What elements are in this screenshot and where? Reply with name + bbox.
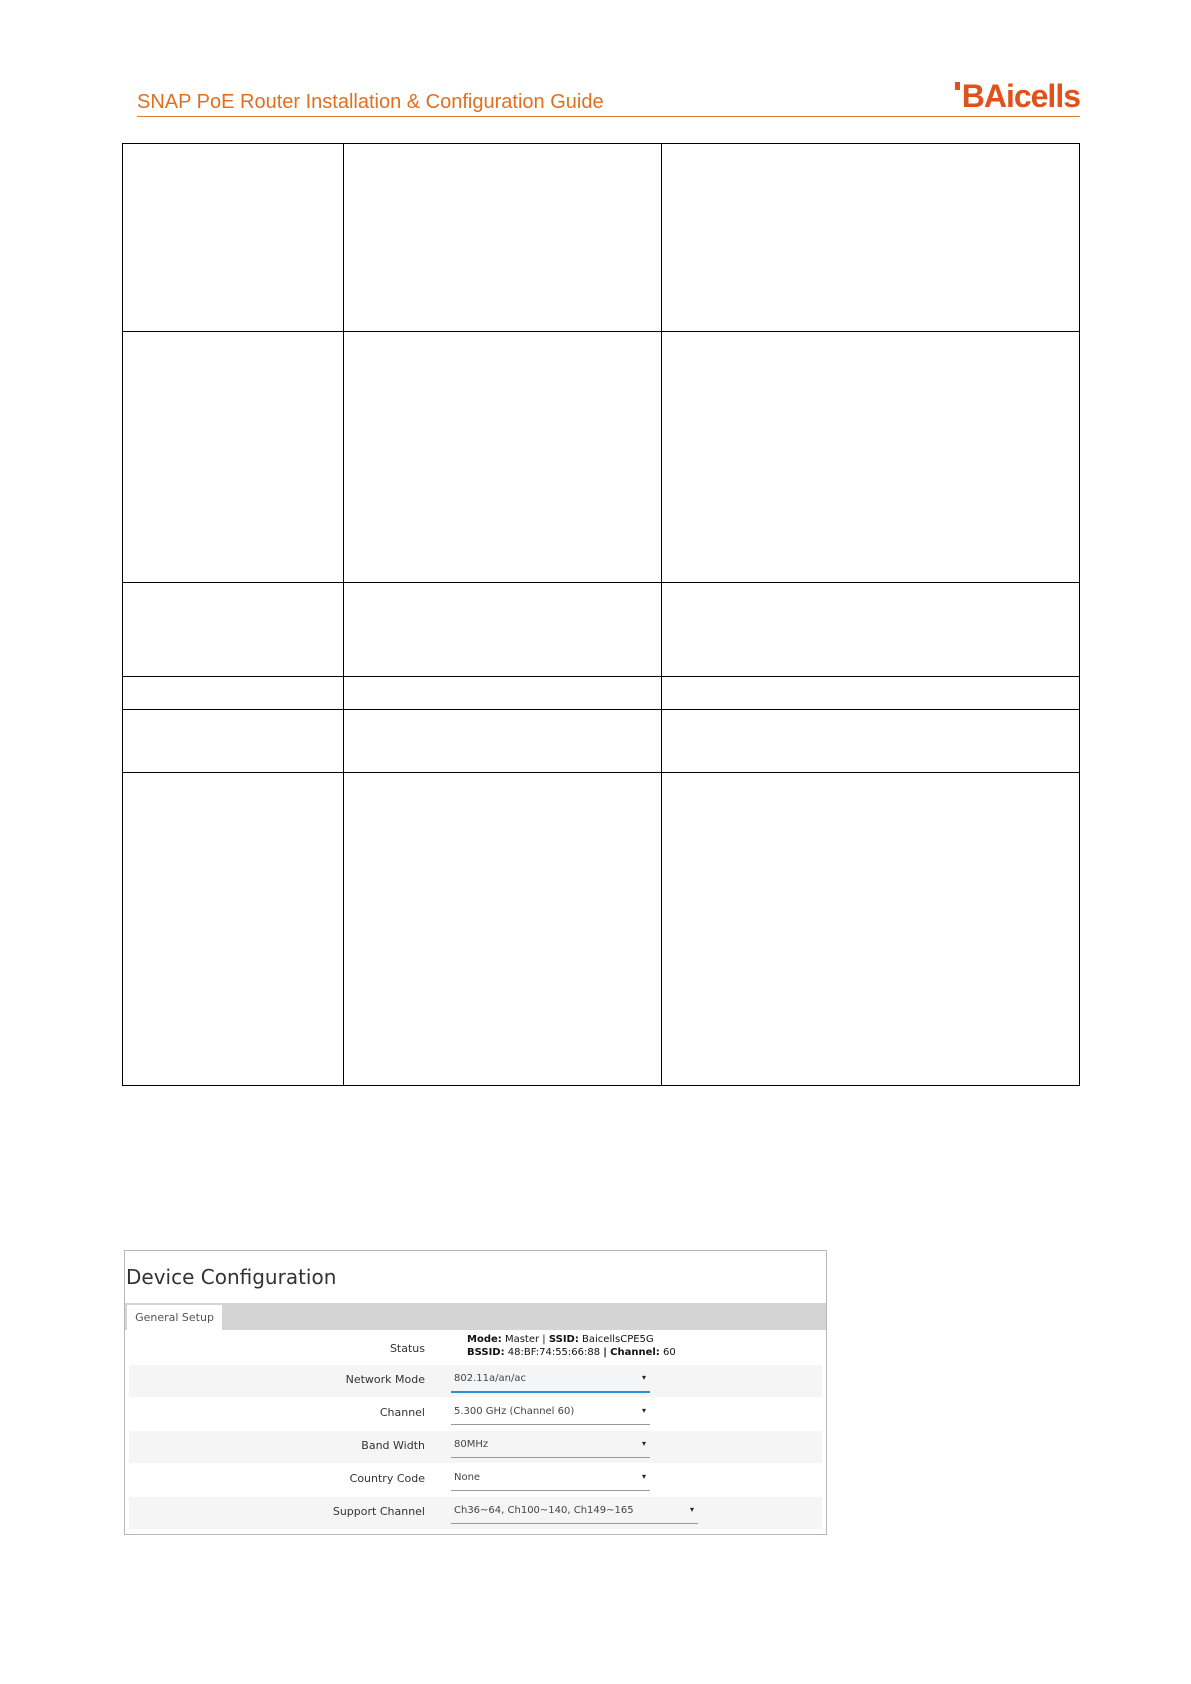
chevron-down-icon: ▾ xyxy=(641,1472,646,1481)
chevron-down-icon: ▾ xyxy=(641,1373,646,1382)
table-cell xyxy=(343,583,662,677)
page-header xyxy=(137,78,1080,117)
support-channel-row xyxy=(129,1497,822,1529)
select-value: Ch36~64, Ch100~140, Ch149~165 xyxy=(454,1505,634,1516)
table-row xyxy=(123,773,1080,1086)
tab-strip xyxy=(125,1303,826,1330)
table-cell xyxy=(662,710,1080,773)
mode-key: Mode: xyxy=(467,1334,502,1345)
select-value: 5.300 GHz (Channel 60) xyxy=(454,1406,575,1417)
country-code-row xyxy=(129,1464,822,1496)
ssid-value: BaicellsCPE5G xyxy=(582,1334,654,1345)
channel-select[interactable] xyxy=(451,1402,650,1425)
parameter-table xyxy=(122,143,1080,1086)
chevron-down-icon: ▾ xyxy=(641,1439,646,1448)
logo-text: BAicells xyxy=(961,78,1080,114)
bssid-value: 48:BF:74:55:66:88 xyxy=(507,1347,601,1358)
table-cell xyxy=(123,773,344,1086)
table-row xyxy=(123,583,1080,677)
country-code-label: Country Code xyxy=(349,1472,425,1485)
table-cell xyxy=(123,710,344,773)
separator: | xyxy=(603,1347,607,1358)
device-configuration-panel xyxy=(124,1250,827,1535)
table-cell xyxy=(123,332,344,583)
band-width-label: Band Width xyxy=(361,1439,425,1452)
table-cell xyxy=(343,710,662,773)
channel-row xyxy=(129,1398,822,1430)
chevron-down-icon: ▾ xyxy=(689,1505,694,1514)
tab-general-setup[interactable]: General Setup xyxy=(127,1305,222,1330)
table-cell xyxy=(662,773,1080,1086)
table-row xyxy=(123,144,1080,332)
table-cell xyxy=(343,332,662,583)
table-cell xyxy=(123,677,344,710)
document-title: SNAP PoE Router Installation & Configuration Guide xyxy=(137,91,604,113)
table-cell xyxy=(343,773,662,1086)
bssid-key: BSSID: xyxy=(467,1347,505,1358)
status-label: Status xyxy=(389,1342,425,1355)
chevron-down-icon: ▾ xyxy=(641,1406,646,1415)
select-value: 802.11a/an/ac xyxy=(454,1373,526,1384)
select-value: None xyxy=(454,1472,481,1483)
network-mode-row xyxy=(129,1365,822,1397)
panel-title: Device Configuration xyxy=(126,1265,337,1289)
table-row xyxy=(123,710,1080,773)
network-mode-select[interactable] xyxy=(451,1369,650,1393)
band-width-row xyxy=(129,1431,822,1463)
table-cell xyxy=(343,677,662,710)
channel-label: Channel xyxy=(379,1406,425,1419)
mode-value: Master xyxy=(504,1334,540,1345)
channel-key: Channel: xyxy=(610,1347,660,1358)
status-row xyxy=(129,1332,822,1364)
table-cell xyxy=(662,583,1080,677)
country-code-select[interactable] xyxy=(451,1468,650,1491)
status-value xyxy=(467,1333,676,1359)
channel-value: 60 xyxy=(662,1347,676,1358)
support-channel-label: Support Channel xyxy=(332,1505,425,1518)
band-width-select[interactable] xyxy=(451,1435,650,1458)
select-value: 80MHz xyxy=(454,1439,489,1450)
support-channel-select[interactable] xyxy=(451,1501,698,1524)
network-mode-label: Network Mode xyxy=(345,1373,425,1386)
table-cell xyxy=(662,677,1080,710)
table-cell xyxy=(343,144,662,332)
table-cell xyxy=(662,332,1080,583)
table-row xyxy=(123,332,1080,583)
logo-mark-icon xyxy=(955,82,960,90)
separator: | xyxy=(542,1334,546,1345)
table-cell xyxy=(662,144,1080,332)
baicells-logo xyxy=(955,80,1080,112)
table-row xyxy=(123,677,1080,710)
table-cell xyxy=(123,583,344,677)
ssid-key: SSID: xyxy=(548,1334,579,1345)
table-cell xyxy=(123,144,344,332)
